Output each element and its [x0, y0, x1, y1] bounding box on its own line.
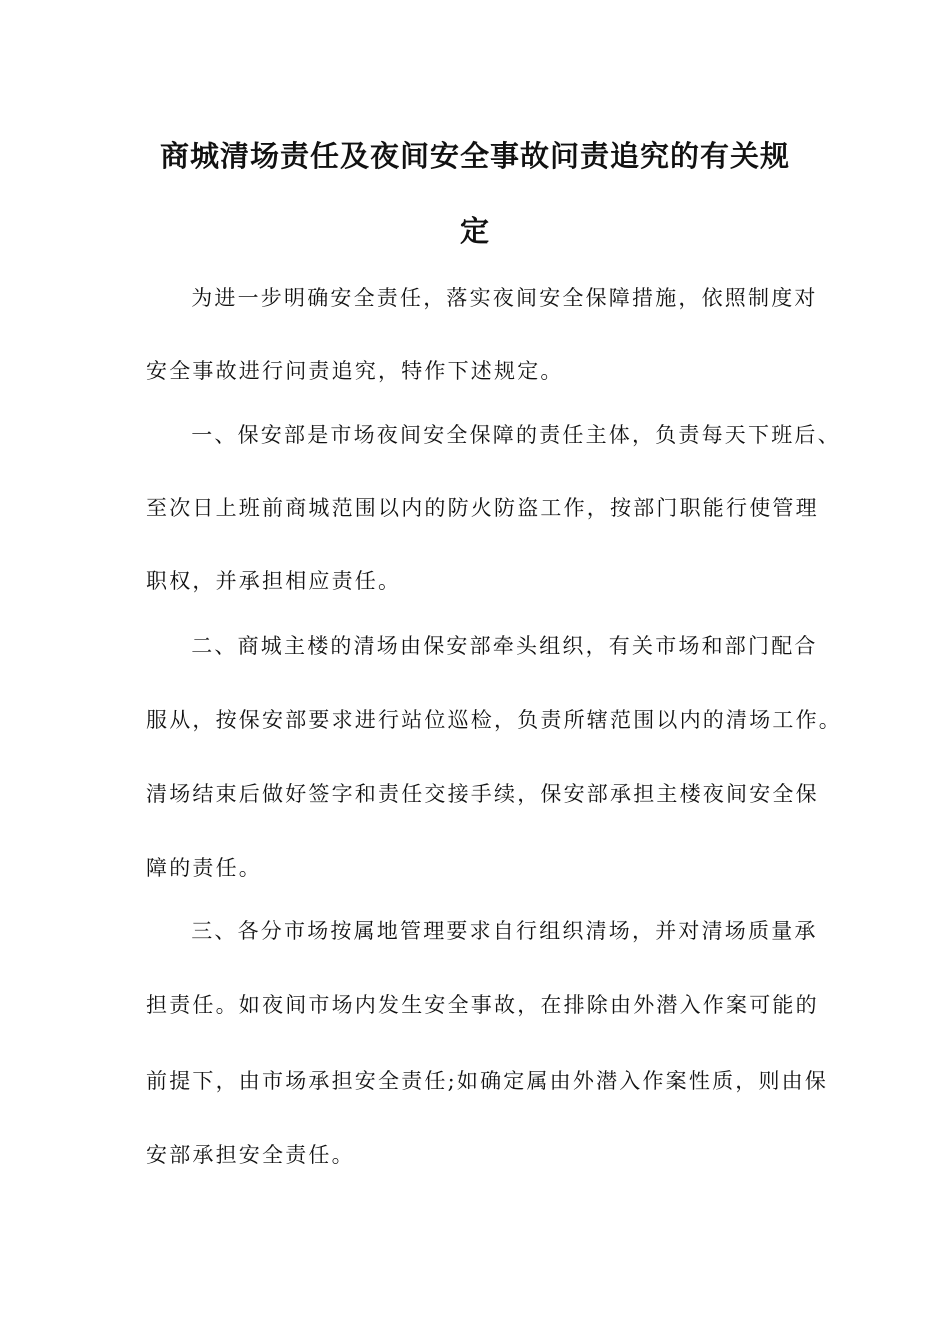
- section-3-line-4: 安部承担安全责任。: [146, 1143, 355, 1167]
- section-1-line-3: 职权，并承担相应责任。: [146, 569, 402, 593]
- section-2-line-1: 二、商城主楼的清场由保安部牵头组织，有关市场和部门配合: [168, 634, 818, 658]
- intro-line-2: 安全事故进行问责追究，特作下述规定。: [146, 359, 564, 383]
- section-1-line-2: 至次日上班前商城范围以内的防火防盗工作，按部门职能行使管理: [146, 496, 819, 520]
- section-2-line-3: 清场结束后做好签字和责任交接手续，保安部承担主楼夜间安全保: [146, 782, 819, 806]
- section-3-line-1: 三、各分市场按属地管理要求自行组织清场，并对清场质量承: [168, 919, 818, 943]
- section-3-line-3: 前提下，由市场承担安全责任;如确定属由外潜入作案性质，则由保: [146, 1069, 829, 1093]
- section-3-line-2: 担责任。如夜间市场内发生安全事故，在排除由外潜入作案可能的: [146, 993, 819, 1017]
- section-1-line-1: 一、保安部是市场夜间安全保障的责任主体，负责每天下班后、: [168, 423, 841, 447]
- document-title-line-2: 定: [459, 214, 490, 248]
- section-2-line-4: 障的责任。: [146, 856, 262, 880]
- intro-line-1: 为进一步明确安全责任，落实夜间安全保障措施，依照制度对: [168, 286, 818, 310]
- document-title-line-1: 商城清场责任及夜间安全事故问责追究的有关规: [159, 139, 790, 173]
- section-2-line-2: 服从，按保安部要求进行站位巡检，负责所辖范围以内的清场工作。: [146, 708, 842, 732]
